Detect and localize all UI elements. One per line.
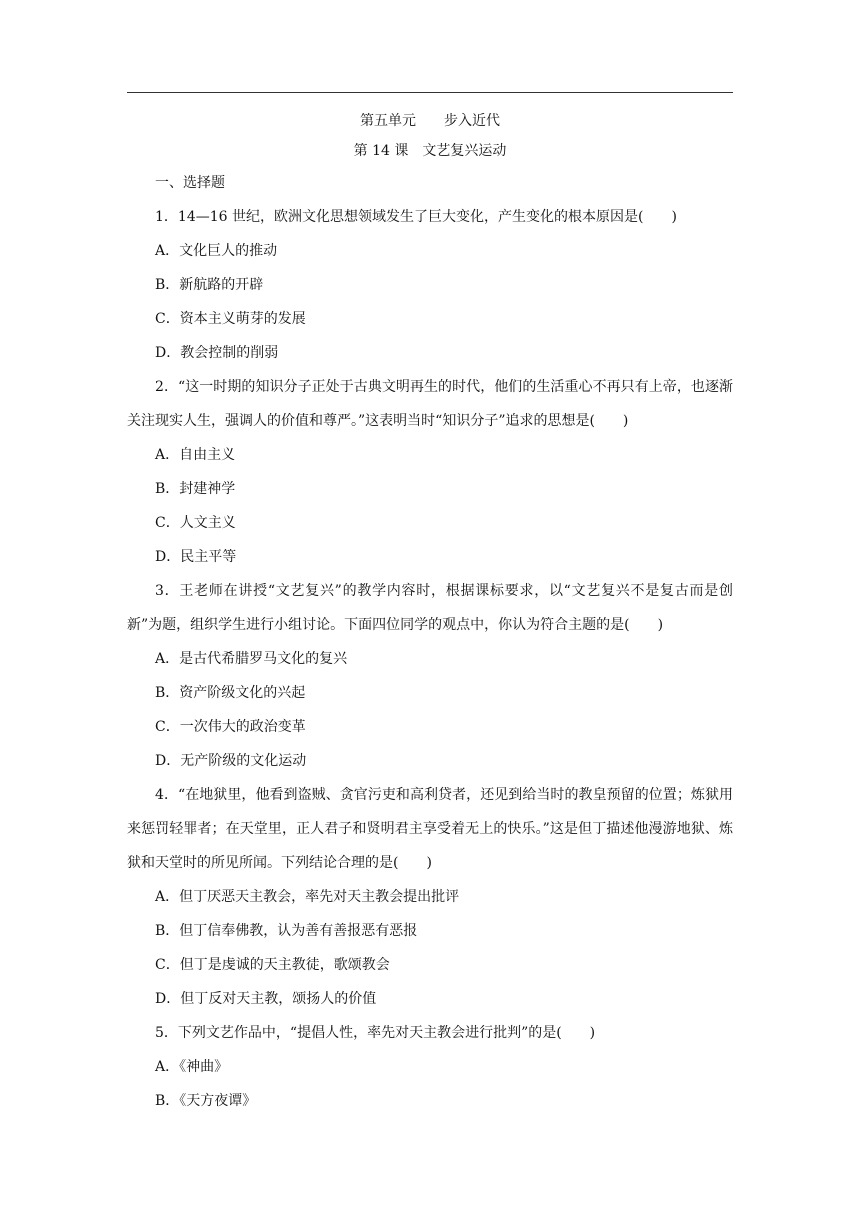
- option-b: B．新航路的开辟: [155, 277, 264, 293]
- question-stem: 1．14—16 世纪，欧洲文化思想领域发生了巨大变化，产生变化的根本原因是( ): [155, 209, 677, 225]
- option-c: C．一次伟大的政治变革: [155, 719, 306, 735]
- option-a: A．是古代希腊罗马文化的复兴: [155, 651, 348, 667]
- option-a: A．《神曲》: [155, 1059, 229, 1075]
- question-stem: 2．“这一时期的知识分子正处于古典文明再生的时代，他们的生活重心不再只有上帝，也逐渐关注现实人生，强调人的价值和尊严。”这表明当时“知识分子”追求的思想是( ): [127, 379, 733, 429]
- option-b: B．《天方夜谭》: [155, 1093, 257, 1109]
- question-stem: 3．王老师在讲授“文艺复兴”的教学内容时，根据课标要求，以“文艺复兴不是复古而是创新”为题，组织学生进行小组讨论。下面四位同学的观点中，你认为符合主题的是( ): [127, 583, 733, 633]
- option-c: C．资本主义萌芽的发展: [155, 311, 306, 327]
- option-b: B．但丁信奉佛教，认为善有善报恶有恶报: [155, 923, 418, 939]
- question-3: [127, 574, 733, 778]
- header-rule: [127, 92, 733, 93]
- unit-title: 第五单元 步入近代: [360, 113, 500, 129]
- option-b: B．封建神学: [155, 481, 236, 497]
- option-d: D．无产阶级的文化运动: [155, 753, 307, 769]
- option-d: D．教会控制的削弱: [155, 345, 279, 361]
- option-c: C．但丁是虔诚的天主教徒，歌颂教会: [155, 957, 390, 973]
- lesson-title: 第 14 课 文艺复兴运动: [353, 143, 507, 159]
- option-d: D．民主平等: [155, 549, 237, 565]
- question-stem: 4．“在地狱里，他看到盗贼、贪官污吏和高利贷者，还见到给当时的教皇预留的位置；炼狱用来惩罚轻罪者；在天堂里，正人君子和贤明君主享受着无上的快乐。”这是但丁描述他漫游地狱、炼狱和天堂时的所见所闻。下列结论合理的是( ): [127, 787, 733, 871]
- document-body: [127, 106, 733, 1118]
- question-stem: 5．下列文艺作品中，“提倡人性，率先对天主教会进行批判”的是( ): [155, 1025, 596, 1041]
- question-5: [127, 1016, 733, 1118]
- option-b: B．资产阶级文化的兴起: [155, 685, 306, 701]
- option-d: D．但丁反对天主教，颂扬人的价值: [155, 991, 377, 1007]
- question-2: [127, 370, 733, 574]
- option-a: A．自由主义: [155, 447, 236, 463]
- section-heading: 一、选择题: [155, 175, 225, 191]
- option-c: C．人文主义: [155, 515, 236, 531]
- option-a: A．文化巨人的推动: [155, 243, 278, 259]
- option-a: A．但丁厌恶天主教会，率先对天主教会提出批评: [155, 889, 460, 905]
- question-1: [127, 200, 733, 370]
- question-4: [127, 778, 733, 1016]
